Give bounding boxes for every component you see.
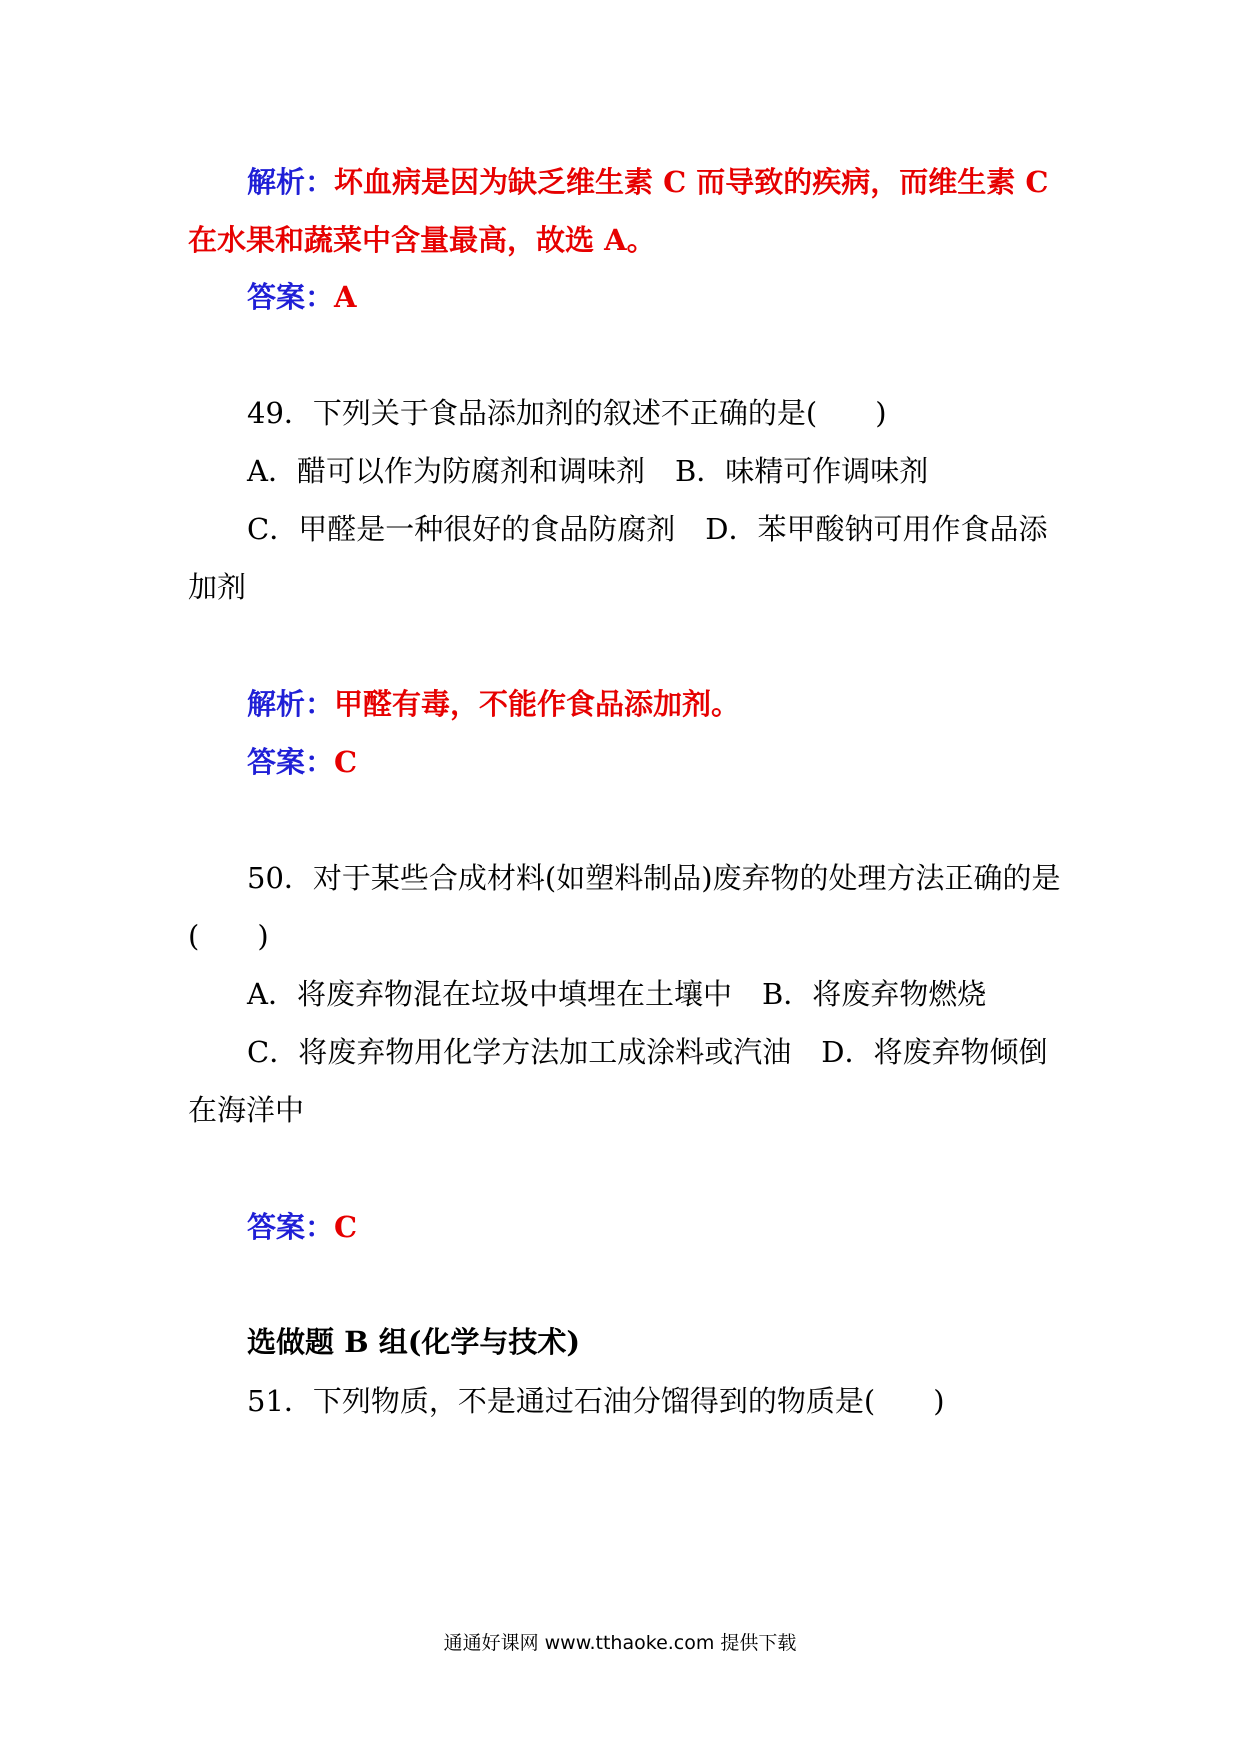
question-49-options-cd (247, 509, 1047, 549)
footer-source: 通通好课网 www.tthaoke.com 提供下载 (443, 1632, 797, 1654)
question-51-stem: 51．下列物质，不是通过石油分馏得到的物质是( ) (247, 1384, 945, 1418)
analysis-49 (247, 684, 740, 724)
question-49-stem: 49．下列关于食品添加剂的叙述不正确的是( ) (247, 396, 887, 430)
answer-value: A (334, 280, 357, 314)
option-a: A．醋可以作为防腐剂和调味剂 (247, 454, 645, 488)
analysis-48-line2 (188, 220, 656, 260)
answer-value: C (334, 1210, 358, 1244)
answer-49 (247, 742, 357, 782)
option-c: C．将废弃物用化学方法加工成涂料或汽油 (247, 1035, 792, 1069)
option-a: A．将废弃物混在垃圾中填埋在土壤中 (247, 977, 732, 1011)
analysis-label: 解析： (247, 687, 335, 721)
option-b: B．味精可作调味剂 (674, 454, 929, 488)
question-50-stem: 50．对于某些合成材料(如塑料制品)废弃物的处理方法正确的是 (247, 861, 1061, 895)
option-c: C．甲醛是一种很好的食品防腐剂 (247, 512, 676, 546)
question-50-options-cd (247, 1032, 1047, 1072)
answer-value: C (334, 745, 358, 779)
answer-50 (247, 1207, 357, 1247)
section-title: 选做题 B 组(化学与技术) (247, 1325, 581, 1359)
answer-label: 答案： (247, 1210, 335, 1244)
question-50-options-ab (247, 974, 986, 1014)
answer-label: 答案： (247, 745, 335, 779)
analysis-48-line1 (247, 162, 1048, 202)
answer-48 (247, 277, 357, 317)
option-d: D．将废弃物倾倒 (821, 1035, 1048, 1069)
question-50-option-d-cont: 在海洋中 (188, 1093, 305, 1127)
analysis-text: 甲醛有毒，不能作食品添加剂。 (334, 687, 741, 721)
question-50-stem-cont: ( ) (188, 919, 269, 953)
question-49-option-d-cont: 加剂 (188, 570, 247, 604)
option-d: D．苯甲酸钠可用作食品添 (705, 512, 1048, 546)
question-49-options-ab (247, 451, 928, 491)
option-b: B．将废弃物燃烧 (761, 977, 987, 1011)
analysis-text: 坏血病是因为缺乏维生素 C 而导致的疾病，而维生素 C (334, 165, 1049, 199)
answer-label: 答案： (247, 280, 335, 314)
analysis-label: 解析： (247, 165, 335, 199)
analysis-text: 在水果和蔬菜中含量最高，故选 A。 (188, 223, 656, 257)
